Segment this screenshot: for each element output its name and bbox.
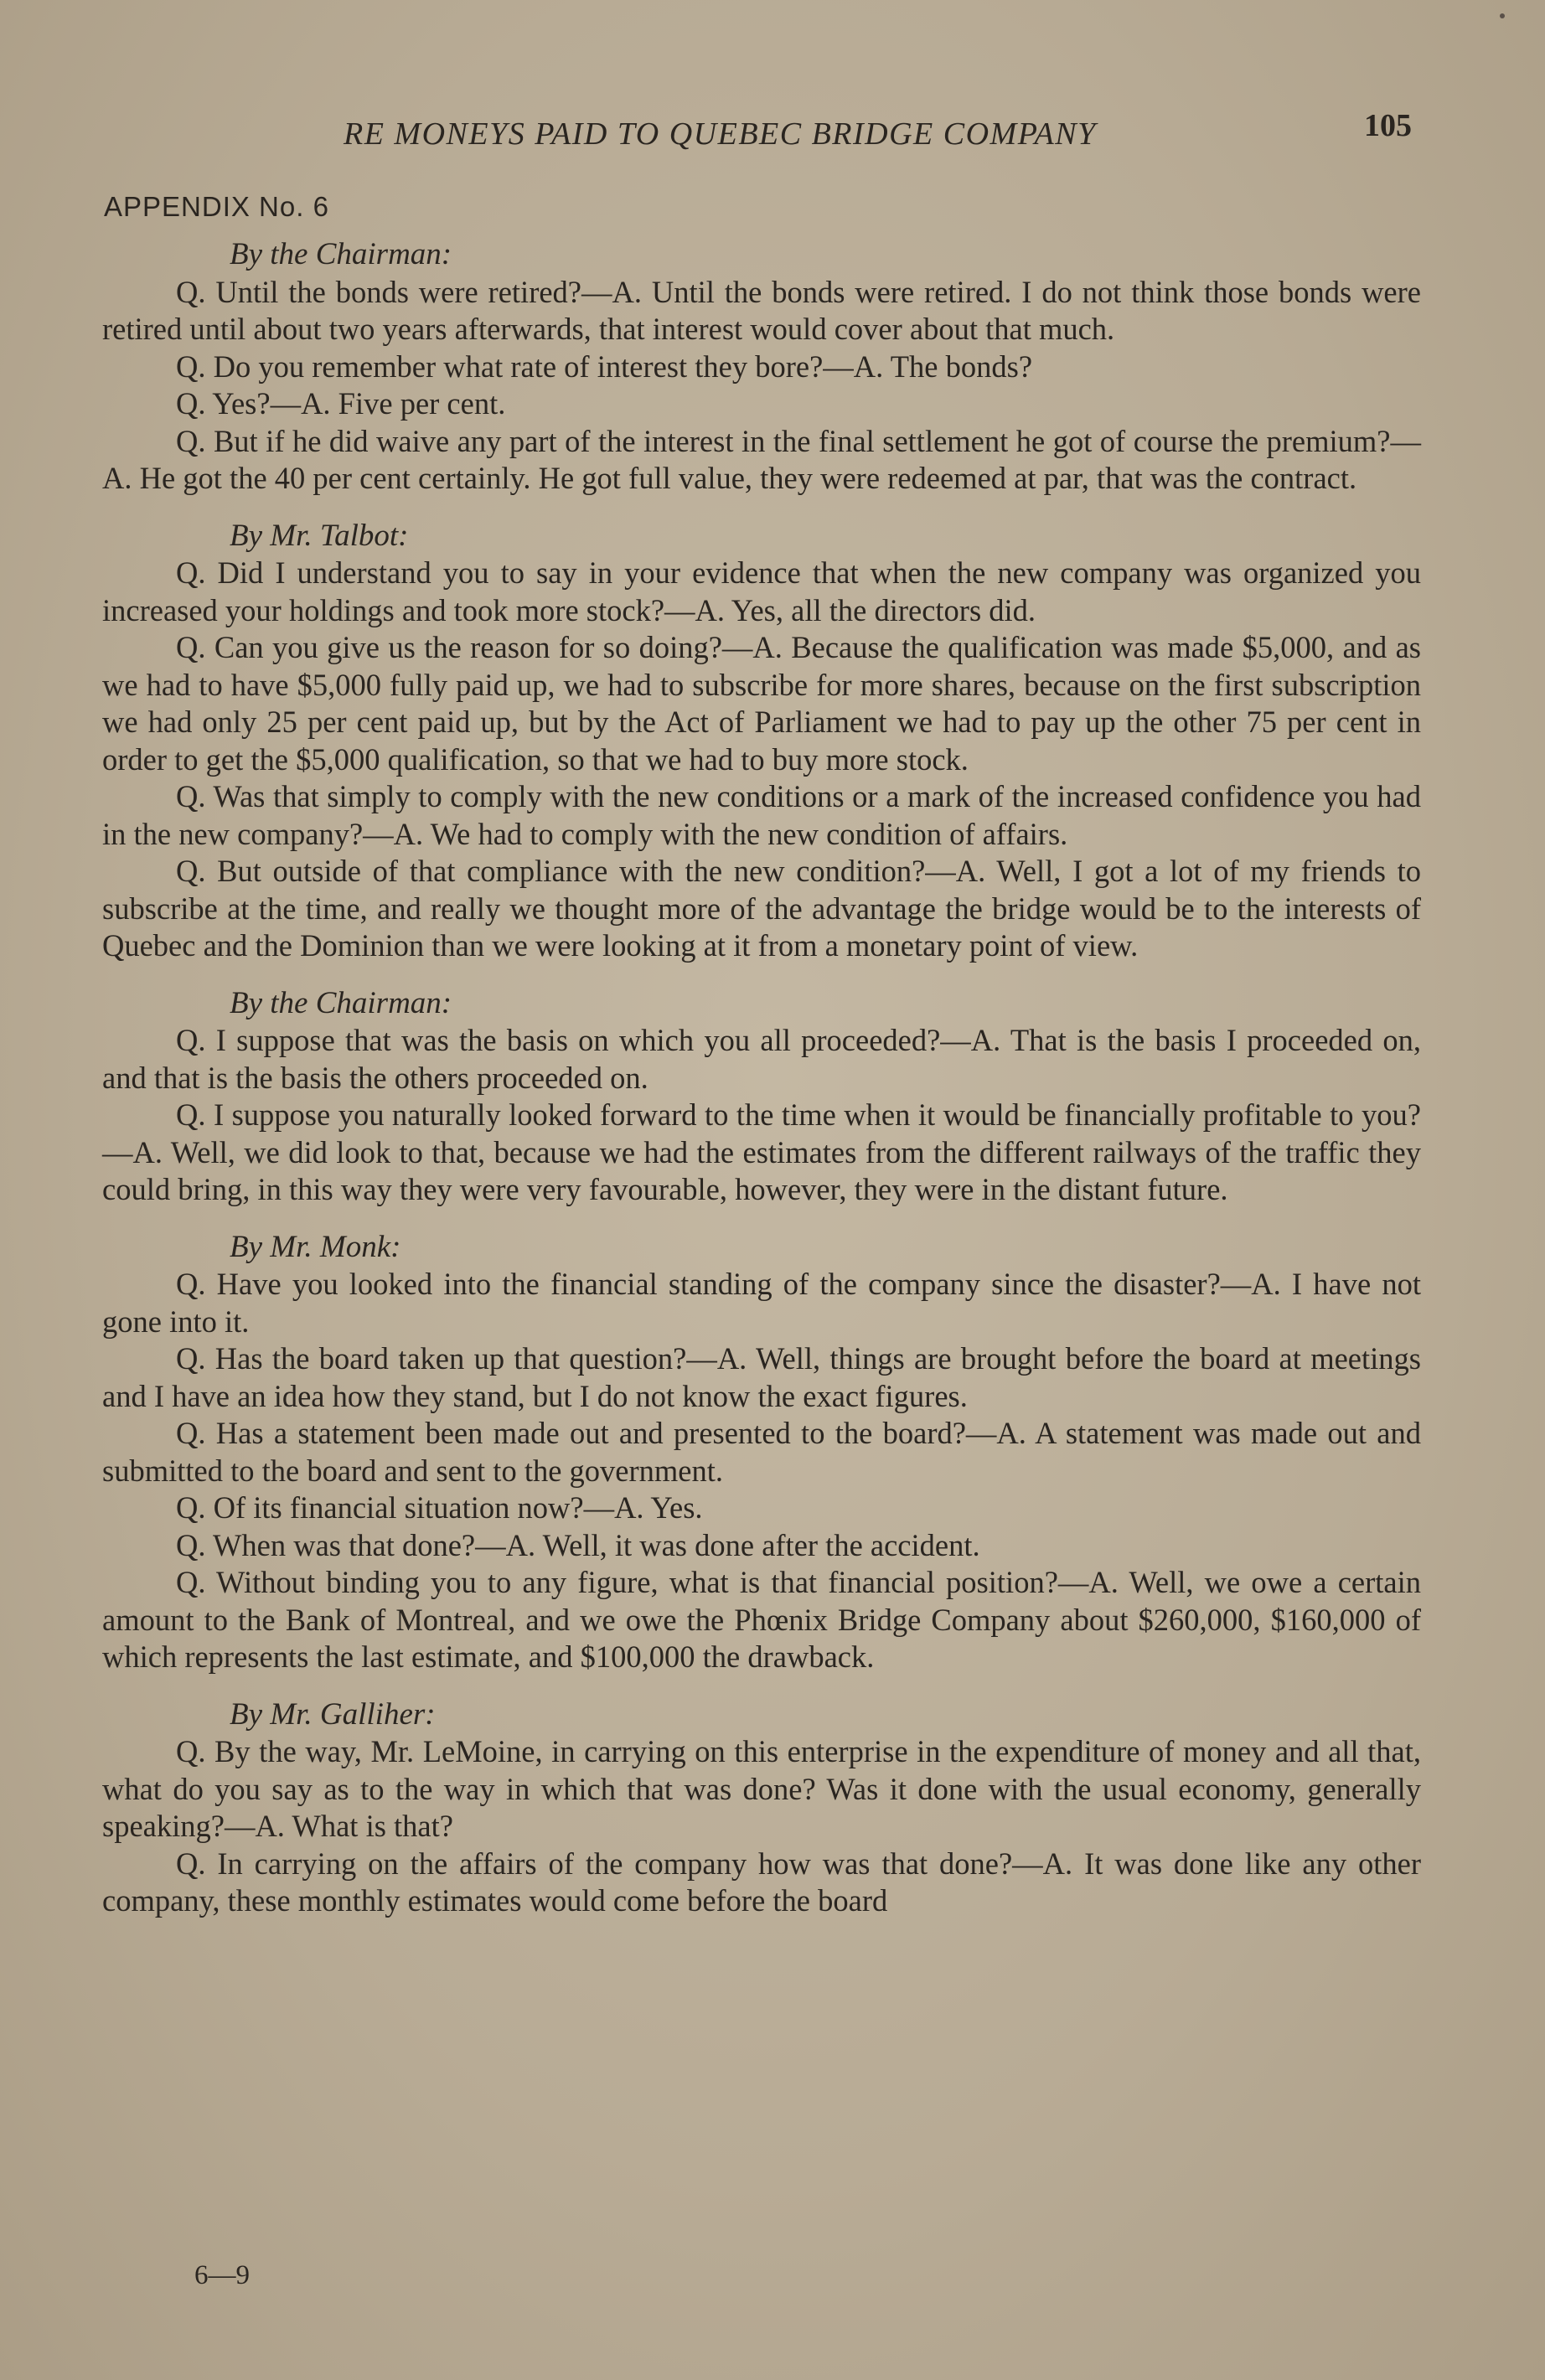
running-title: RE MONEYS PAID TO QUEBEC BRIDGE COMPANY	[344, 116, 1097, 152]
qa-paragraph: Q. Was that simply to comply with the new conditions or a mark of the increased confidence you had in the new company?—A. We had to comply with the new condition of affairs.	[102, 779, 1421, 851]
speaker-heading: By Mr. Galliher:	[230, 1696, 436, 1732]
testimony-body	[102, 236, 1421, 1920]
qa-paragraph: Q. Has the board taken up that question?—A. Well, things are brought before the board at meetings and I have an idea how they stand, but I do not know the exact figures.	[102, 1341, 1421, 1413]
qa-paragraph: Q. But outside of that compliance with the new condition?—A. Well, I got a lot of my friends to subscribe at the time, and really we thought more of the advantage the bridge would be to the interests of Quebec and the Dominion than we were looking at it from a monetary point of view.	[102, 854, 1421, 963]
qa-paragraph: Q. I suppose that was the basis on which you all proceeded?—A. That is the basis I proceeded on, and that is the basis the others proceeded on.	[102, 1023, 1421, 1095]
qa-paragraph: Q. I suppose you naturally looked forward to the time when it would be financially profitable to you?—A. Well, we did look to that, because we had the estimates from the different railways of the traffic they could bring, in this way they were very favourable, however, they were in the distant future.	[102, 1097, 1421, 1206]
qa-paragraph: Q. Yes?—A. Five per cent.	[176, 386, 506, 421]
signature-mark: 6—9	[194, 2260, 250, 2290]
qa-paragraph: Q. Until the bonds were retired?—A. Until the bonds were retired. I do not think those bonds were retired until about two years afterwards, that interest would cover about that much.	[102, 274, 1421, 346]
running-header	[0, 107, 1545, 157]
qa-paragraph: Q. Has a statement been made out and presented to the board?—A. A statement was made out and submitted to the board and sent to the government.	[102, 1416, 1421, 1488]
qa-paragraph: Q. Do you remember what rate of interest they bore?—A. The bonds?	[176, 348, 1033, 384]
qa-paragraph: Q. Of its financial situation now?—A. Yes.	[176, 1490, 703, 1525]
qa-paragraph: Q. By the way, Mr. LeMoine, in carrying on this enterprise in the expenditure of money and all that, what do you say as to the way in which that was done? Was it done with the usual economy, generally speaking?—A. What is that?	[102, 1734, 1421, 1843]
qa-paragraph: Q. Without binding you to any figure, what is that financial position?—A. Well, we owe a certain amount to the Bank of Montreal, and we owe the Phœnix Bridge Company about $260,000, $160,000 of which represents the last estimate, and $100,000 the drawback.	[102, 1565, 1421, 1674]
speaker-heading: By the Chairman:	[230, 985, 452, 1020]
speaker-heading: By Mr. Monk:	[230, 1229, 401, 1264]
qa-paragraph: Q. Can you give us the reason for so doing?—A. Because the qualification was made $5,000, and as we had to have $5,000 fully paid up, we had to subscribe for more shares, because on the first subscription we had only 25 per cent paid up, but by the Act of Parliament we had to pay up the other 75 per cent in order to get the $5,000 qualification, so that we had to buy more stock.	[102, 630, 1421, 777]
page-speck	[1500, 13, 1505, 18]
page-number: 105	[1364, 108, 1412, 143]
appendix-label: APPENDIX No. 6	[104, 191, 329, 222]
qa-paragraph: Q. When was that done?—A. Well, it was done after the accident.	[176, 1527, 980, 1562]
qa-paragraph: Q. Have you looked into the financial standing of the company since the disaster?—A. I have not gone into it.	[102, 1267, 1421, 1339]
speaker-heading: By the Chairman:	[230, 237, 452, 271]
qa-paragraph: Q. But if he did waive any part of the interest in the final settlement he got of course the premium?—A. He got the 40 per cent certainly. He got full value, they were redeemed at par, that was the contract.	[102, 423, 1421, 495]
qa-paragraph: Q. In carrying on the affairs of the company how was that done?—A. It was done like any other company, these monthly estimates would come before the board	[102, 1846, 1421, 1918]
qa-paragraph: Q. Did I understand you to say in your evidence that when the new company was organized you increased your holdings and took more stock?—A. Yes, all the directors did.	[102, 555, 1421, 627]
speaker-heading: By Mr. Talbot:	[230, 518, 409, 553]
